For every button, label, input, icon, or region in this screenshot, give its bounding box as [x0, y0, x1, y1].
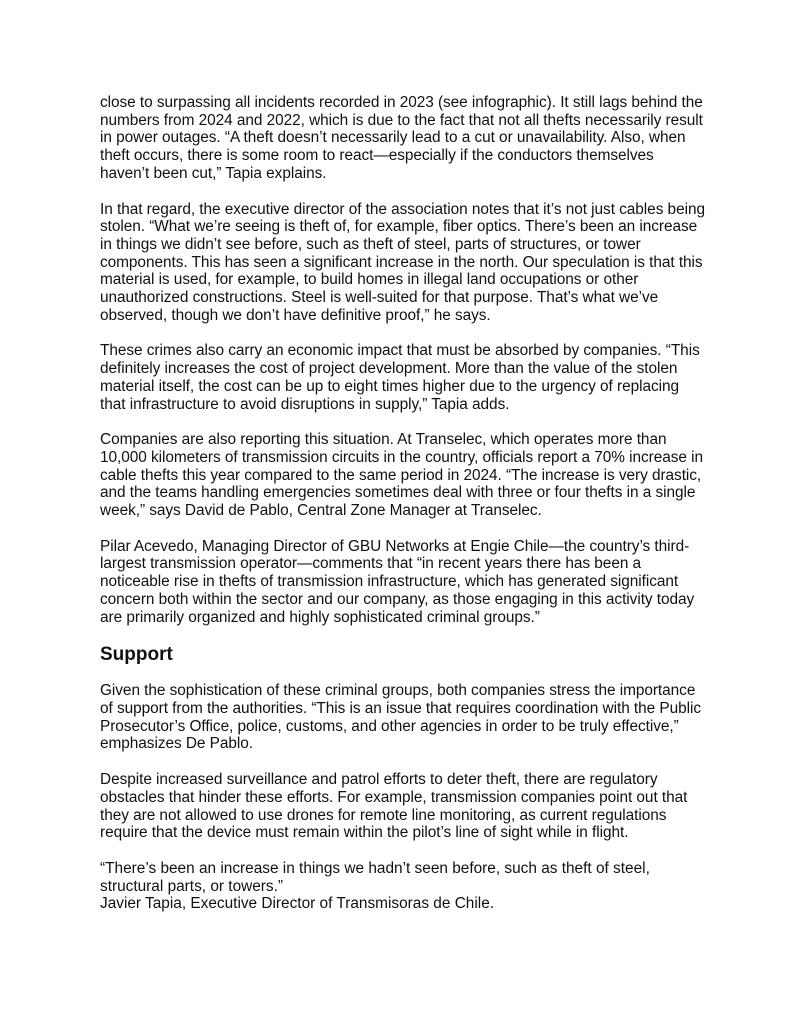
paragraph-engie-comment: Pilar Acevedo, Managing Director of GBU Networks at Engie Chile—the country’s third-largest transmission operator—comments that “in recent years there has been a noticeable rise in thefts of transmission infrastructure, which has generated significant concern both within the sector and our company, as those engaging in this activity today are primarily organized and highly sophisticated criminal groups.”	[100, 537, 695, 626]
paragraph-theft-incidents: close to surpassing all incidents recorded in 2023 (see infographic). It still lags behind the numbers from 2024 and 2022, which is due to the fact that not all thefts necessarily result in power outages. “A theft doesn’t necessarily lead to a cut or unavailability. Also, when theft occurs, there is some room to react—especially if the conductors themselves haven’t been cut,” Tapia explains.	[100, 94, 703, 182]
paragraph-authority-support: Given the sophistication of these criminal groups, both companies stress the importance of support from the authorities. “This is an issue that requires coordination with the Public Prosecutor’s Office, police, customs, and other agencies in order to be truly effective,” emphasizes De Pablo.	[100, 682, 702, 753]
pull-quote	[100, 860, 705, 913]
pull-quote-attribution: Javier Tapia, Executive Director of Transmisoras de Chile.	[100, 895, 495, 913]
paragraph-regulatory-obstacles: Despite increased surveillance and patrol efforts to deter theft, there are regulatory obstacles that hinder these efforts. For example, transmission companies point out that they are not allowed to use drones for remote line monitoring, as current regulations require that the device must remain within the pilot’s line of sight while in flight.	[100, 771, 688, 842]
paragraph-stolen-materials: In that regard, the executive director of the association notes that it’s not just cables being stolen. “What we’re seeing is theft of, for example, fiber optics. There’s been an increase in things we didn’t see before, such as theft of steel, parts of structures, or tower components. This has seen a significant increase in the north. Our speculation is that this material is used, for example, to build homes in illegal land occupations or other unauthorized constructions. Steel is well-suited for that purpose. That’s what we’ve observed, though we don’t have definitive proof,” he says.	[100, 200, 705, 324]
section-heading-support: Support	[100, 644, 173, 666]
article-page	[100, 94, 705, 913]
paragraph-transelec-report: Companies are also reporting this situation. At Transelec, which operates more than 10,000 kilometers of transmission circuits in the country, officials report a 70% increase in cable thefts this year compared to the same period in 2024. “The increase is very drastic, and the teams handling emergencies sometimes deal with three or four thefts in a single week,” says David de Pablo, Central Zone Manager at Transelec.	[100, 431, 703, 520]
pull-quote-text: “There’s been an increase in things we hadn’t seen before, such as theft of steel, structural parts, or towers.”	[100, 859, 650, 895]
paragraph-economic-impact: These crimes also carry an economic impact that must be absorbed by companies. “This definitely increases the cost of project development. More than the value of the stolen material itself, the cost can be up to eight times higher due to the urgency of replacing that infrastructure to avoid disruptions in supply,” Tapia adds.	[100, 342, 700, 413]
